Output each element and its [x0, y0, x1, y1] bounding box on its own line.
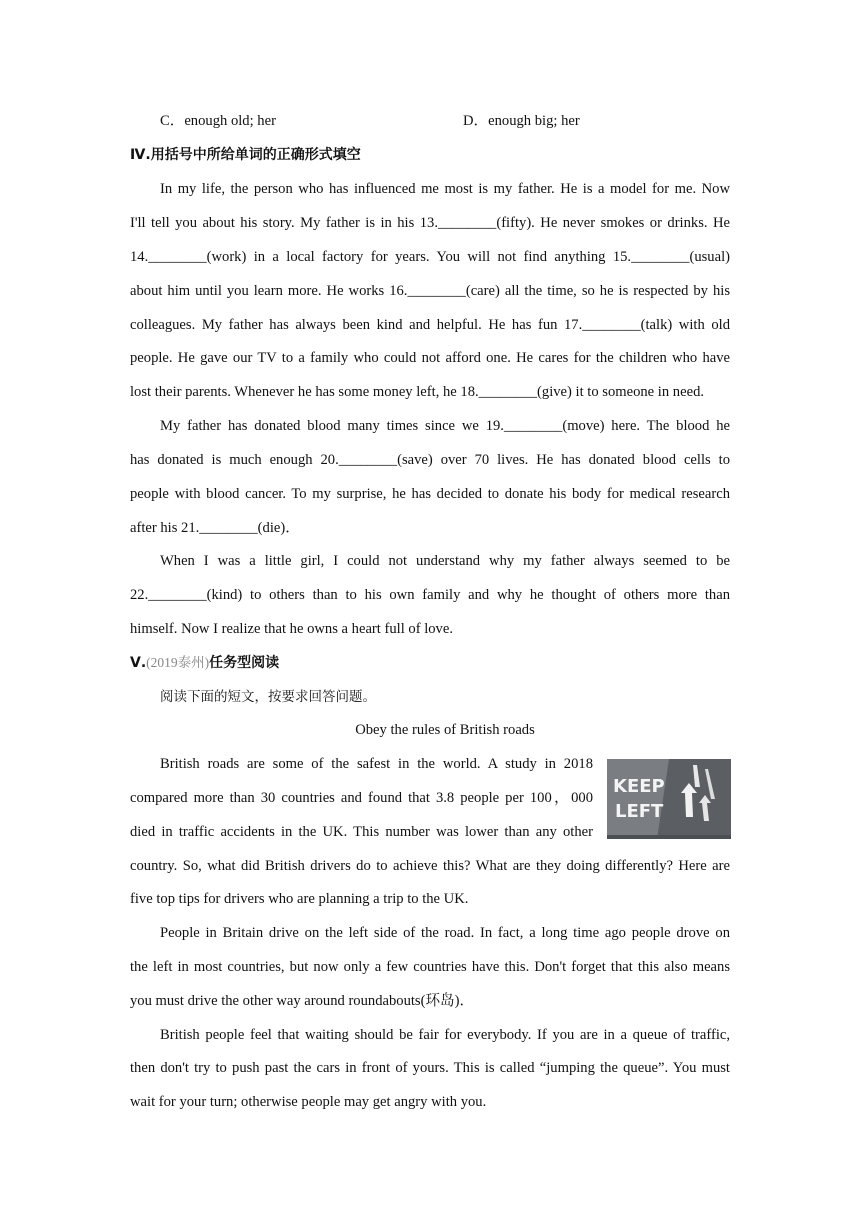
text-line: people with blood cancer. To my surprise, he has decided to donate his body for medical research — [130, 486, 730, 502]
option-d: D．enough big; her — [463, 113, 580, 129]
text-line: has donated is much enough 20.________(save) over 70 lives. He has donated blood cells to — [130, 452, 730, 468]
keep-left-sign-image — [607, 759, 731, 839]
sign-word-left: LEFT — [615, 801, 664, 822]
text-line: the left in most countries, but now only a few countries have this. Don't forget that this also means — [130, 959, 730, 975]
text-line: When I was a little girl, I could not understand why my father always seemed to be — [160, 553, 730, 569]
text-line: then don't try to push past the cars in front of yours. This is called “jumping the queue”. You must — [130, 1060, 730, 1076]
text-line: 14.________(work) in a local factory for years. You will not find anything 15.________(usual) — [130, 249, 730, 265]
text-line: People in Britain drive on the left side of the road. In fact, a long time ago people drove on — [160, 925, 730, 941]
road-sign-icon — [607, 759, 731, 839]
text-line: lost their parents. Whenever he has some money left, he 18.________(give) it to someone in need. — [130, 384, 705, 400]
text-line: In my life, the person who has influenced me most is my father. He is a model for me. Now — [160, 181, 730, 197]
text-line: 22.________(kind) to others than to his own family and why he thought of others more than — [130, 587, 730, 603]
section-5-number: Ⅴ. — [130, 655, 147, 671]
text-line: British roads are some of the safest in the world. A study in 2018 — [160, 756, 593, 772]
passage-title: Obey the rules of British roads — [355, 722, 535, 738]
text-line: himself. Now I realize that he owns a heart full of love. — [130, 621, 453, 637]
text-line: people. He gave our TV to a family who could not afford one. He cares for the children who have — [130, 350, 730, 366]
text-line: My father has donated blood many times since we 19.________(move) here. The blood he — [160, 418, 730, 434]
text-line: compared more than 30 countries and found that 3.8 people per 100，000 — [130, 790, 593, 806]
text-line: British people feel that waiting should be fair for everybody. If you are in a queue of traffic, — [160, 1027, 730, 1043]
text-line: you must drive the other way around roundabouts(环岛)． — [130, 993, 475, 1009]
text-line: five top tips for drivers who are planning a trip to the UK. — [130, 891, 469, 907]
section-5-source: (2019泰州) — [146, 655, 210, 670]
text-line: I'll tell you about his story. My father is in his 13.________(fifty). He never smokes or drinks. He — [130, 215, 730, 231]
section-5-title: 任务型阅读 — [209, 655, 280, 671]
text-line: wait for your turn; otherwise people may get angry with you. — [130, 1094, 487, 1110]
instruction: 阅读下面的短文，按要求回答问题。 — [160, 689, 376, 705]
option-c: C．enough old; her — [160, 113, 276, 129]
text-line: about him until you learn more. He works 16.________(care) all the time, so he is respected by his — [130, 283, 730, 299]
section-4-heading: Ⅳ.用括号中所给单词的正确形式填空 — [130, 147, 361, 163]
sign-word-keep: KEEP — [613, 776, 665, 797]
text-line: country. So, what did British drivers do to achieve this? What are they doing differently? Here are — [130, 858, 730, 874]
text-line: colleagues. My father has always been kind and helpful. He has fun 17.________(talk) with old — [130, 317, 730, 333]
section-5-heading — [130, 653, 279, 673]
text-line: after his 21.________(die)． — [130, 520, 300, 536]
text-line: died in traffic accidents in the UK. This number was lower than any other — [130, 824, 593, 840]
